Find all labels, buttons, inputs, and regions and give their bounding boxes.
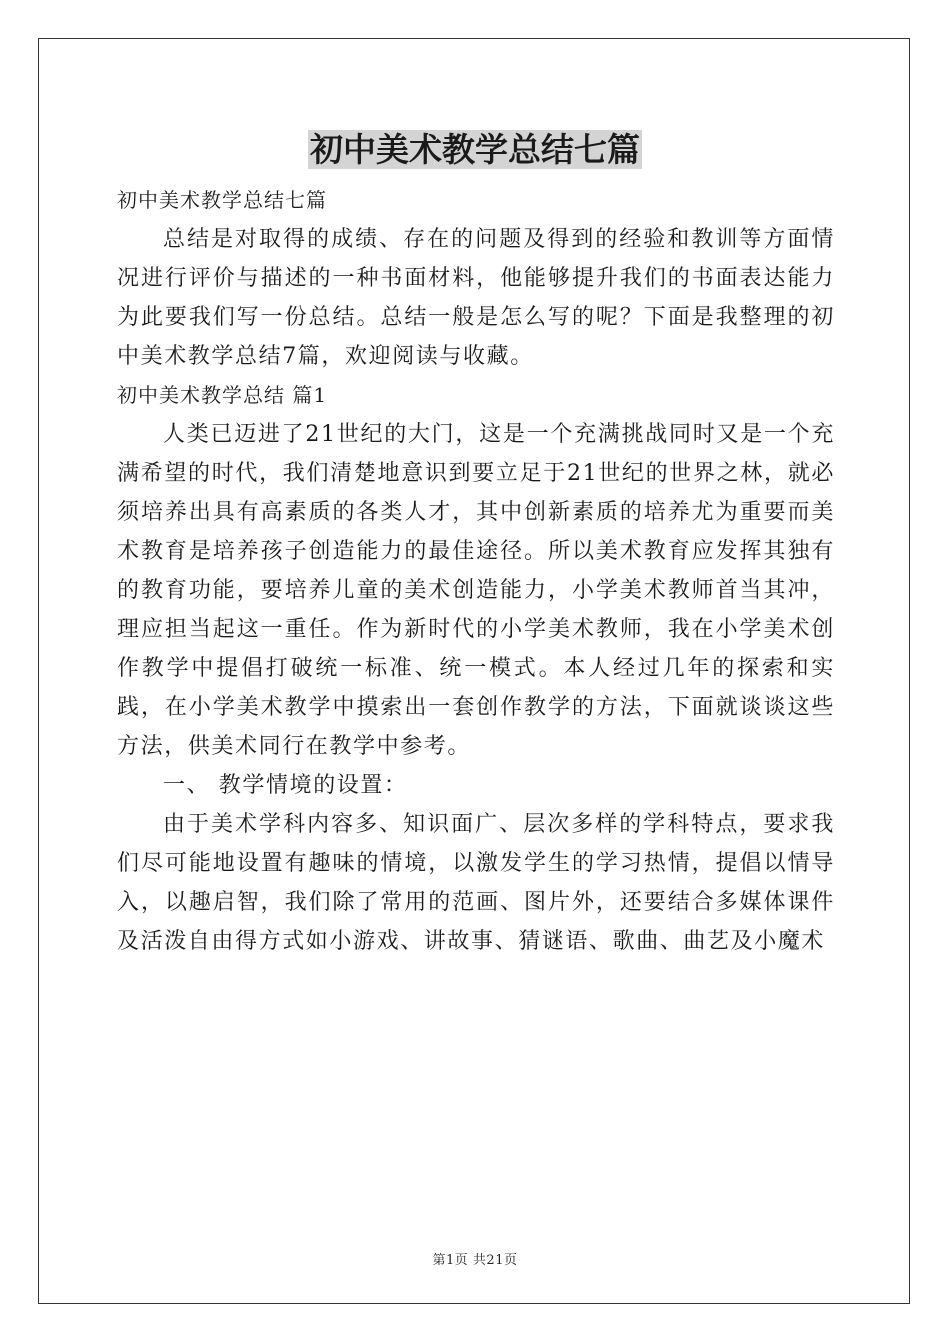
document-subtitle: 初中美术教学总结七篇 [117, 188, 327, 212]
body-paragraph-1: 人类已迈进了21世纪的大门，这是一个充满挑战同时又是一个充满希望的时代，我们清楚地意识到要立足于21世纪的世界之林，就必须培养出具有高素质的各类人才，其中创新素质的培养尤为重要而美术教育是培养孩子创造能力的最佳途径。所以美术教育应发挥其独有的教育功能，要培养儿童的美术创造能力，小学美术教师首当其冲，理应担当起这一重任。作为新时代的小学美术教师，我在小学美术创作教学中提倡打破统一标准、统一模式。本人经过几年的探索和实践，在小学美术教学中摸索出一套创作教学的方法，下面就谈谈这些方法，供美术同行在教学中参考。 [117, 422, 835, 759]
intro-paragraph: 总结是对取得的成绩、存在的问题及得到的经验和教训等方面情况进行评价与描述的一种书面材料，他能够提升我们的书面表达能力为此要我们写一份总结。总结一般是怎么写的呢？下面是我整理的初中美术教学总结7篇，欢迎阅读与收藏。 [117, 227, 835, 369]
document-body [117, 181, 835, 961]
page-footer: 第1页 共21页 [432, 1253, 518, 1268]
document-title-text: 初中美术教学总结七篇 [310, 130, 640, 169]
subheading-1: 一、 教学情境的设置： [163, 773, 408, 798]
document-title [0, 128, 950, 172]
body-paragraph-2: 由于美术学科内容多、知识面广、层次多样的学科特点，要求我们尽可能地设置有趣味的情境，以激发学生的学习热情，提倡以情导入，以趣启智，我们除了常用的范画、图片外，还要结合多媒体课件及活泼自由得方式如小游戏、讲故事、猜谜语、歌曲、曲艺及小魔术 [117, 812, 835, 954]
section-heading: 初中美术教学总结 篇1 [117, 383, 328, 407]
